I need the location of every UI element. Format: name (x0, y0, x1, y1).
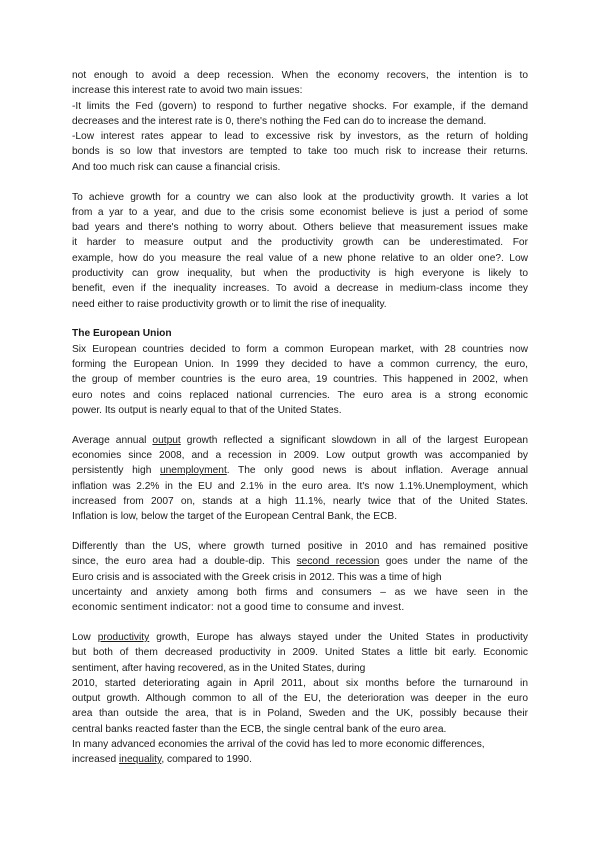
text-segment: growth reflected a significant slowdown in all of the largest European (180, 434, 528, 446)
text-line: euro notes and coins replaced national currencies. The euro area is a strong economic (72, 389, 528, 401)
text-line (72, 463, 528, 478)
text-line: Differently than the US, where growth turned positive in 2010 and has remained positive (72, 541, 528, 553)
text-line: increase this interest rate to avoid two main issues: (72, 85, 303, 97)
text-line: Six European countries decided to form a common European market, with 28 countries now (72, 343, 528, 355)
text-line: not enough to avoid a deep recession. When the economy recovers, the intention is to (72, 70, 528, 81)
unemployment-link: unemployment (159, 465, 227, 477)
text-line: inflation was 2.2% in the EU and 2.1% in the euro area. It's now 1.1%.Unemployment, which (72, 480, 528, 492)
text-segment: . The only good news is about inflation. Average annual (226, 465, 528, 477)
document-page (72, 68, 528, 768)
text-segment: , compared to 1990. (161, 754, 252, 766)
text-line: forming the European Union. In 1999 they decided to have a common currency, the euro, (72, 359, 528, 371)
paragraph-gap (72, 418, 528, 433)
text-line: Euro crisis and is associated with the Greek crisis in 2012. This was a time of high (72, 571, 442, 583)
text-segment: Average annual (72, 434, 153, 446)
text-line: -It limits the Fed (govern) to respond to further negative shocks. For example, if the demand (72, 100, 528, 112)
text-line: sentiment, after having recovered, as in the United States, during (72, 662, 366, 674)
text-line: need either to raise productivity growth or to limit the rise of inequality. (72, 298, 387, 310)
text-line: bonds is so low that investors are tempted to take too much risk to increase their returns. (72, 146, 528, 158)
text-line: it harder to measure output and the productivity growth can be underestimated. For (72, 237, 528, 249)
text-line: from a yar to a year, and due to the crisis some economist believe is just a period of some (72, 206, 528, 218)
text-line: area than outside the area, that is in Poland, Sweden and the UK, possibly because their (72, 708, 528, 720)
text-line: economic sentiment indicator: not a good time to consume and invest. (72, 602, 405, 614)
text-line: output growth. Although common to all of the EU, the deterioration was deeper in the euro (72, 693, 528, 705)
paragraph-productivity (72, 190, 528, 312)
productivity-link: productivity (97, 632, 150, 643)
text-line: bad years and there's nothing to worry about. Others believe that measurement issues make (72, 222, 528, 234)
paragraph-interest-rate (72, 68, 528, 175)
text-line: example, how do you measure the real value of a new phone relative to an older one?. Low (72, 252, 528, 264)
text-line (72, 752, 528, 767)
section-heading: The European Union (72, 328, 172, 340)
paragraph-double-dip (72, 539, 528, 615)
text-line: Inflation is low, below the target of the European Central Bank, the ECB. (72, 511, 398, 523)
text-line: uncertainty and anxiety among both firms and consumers – as we have seen in the (72, 586, 528, 598)
text-segment: growth, Europe has always stayed under the United States in productivity (149, 632, 528, 643)
paragraph-gap (72, 175, 528, 190)
text-line: productivity can grow inequality, but when the productivity is high everyone is likely to (72, 268, 528, 280)
text-line: central banks reacted faster than the ECB, the single central bank of the euro area. (72, 723, 447, 735)
text-line: power. Its output is nearly equal to that of the United States. (72, 404, 342, 416)
paragraph-eu-formation (72, 342, 528, 418)
text-line: In many advanced economies the arrival of the covid has led to more economic differences, (72, 739, 485, 751)
text-line: increased from 2007 on, stands at a high 11.1%, nearly twice that of the United States. (72, 495, 528, 507)
paragraph-output-growth (72, 433, 528, 525)
text-segment: goes under the name of the (379, 556, 528, 568)
text-line: benefit, even if the inequality increases. To avoid a decrease in medium-class income they (72, 283, 528, 295)
text-line: the group of member countries is the euro area, 19 countries. This happened in 2002, when (72, 374, 528, 386)
text-line (72, 630, 528, 645)
text-line: To achieve growth for a country we can also look at the productivity growth. It varies a lot (72, 191, 528, 203)
text-segment: since, the euro area had a double-dip. This (72, 556, 297, 568)
text-line: 2010, started deteriorating again in April 2011, about six months before the turnaround in (72, 677, 528, 689)
output-link: output (152, 434, 181, 446)
paragraph-gap (72, 525, 528, 540)
text-segment: persistently high (72, 465, 160, 477)
paragraph-low-productivity (72, 630, 528, 768)
text-segment: Low (72, 632, 98, 643)
second-recession-link: second recession (296, 556, 380, 568)
text-line: -Low interest rates appear to lead to excessive risk by investors, as the return of holding (72, 131, 528, 143)
text-line (72, 433, 528, 448)
text-line: economies since 2008, and a recession in 2009. Low output growth was accompanied by (72, 450, 528, 462)
text-segment: increased (72, 754, 120, 766)
text-line: decreases and the interest rate is 0, there's nothing the Fed can do to increase the demand. (72, 115, 487, 127)
text-line (72, 554, 528, 569)
inequality-link: inequality (119, 754, 162, 766)
paragraph-gap (72, 616, 528, 631)
paragraph-gap (72, 312, 528, 327)
text-line: but both of them decreased productivity in 2009. United States a little bit early. Economic (72, 647, 528, 659)
text-line: And too much risk can cause a financial crisis. (72, 161, 281, 173)
